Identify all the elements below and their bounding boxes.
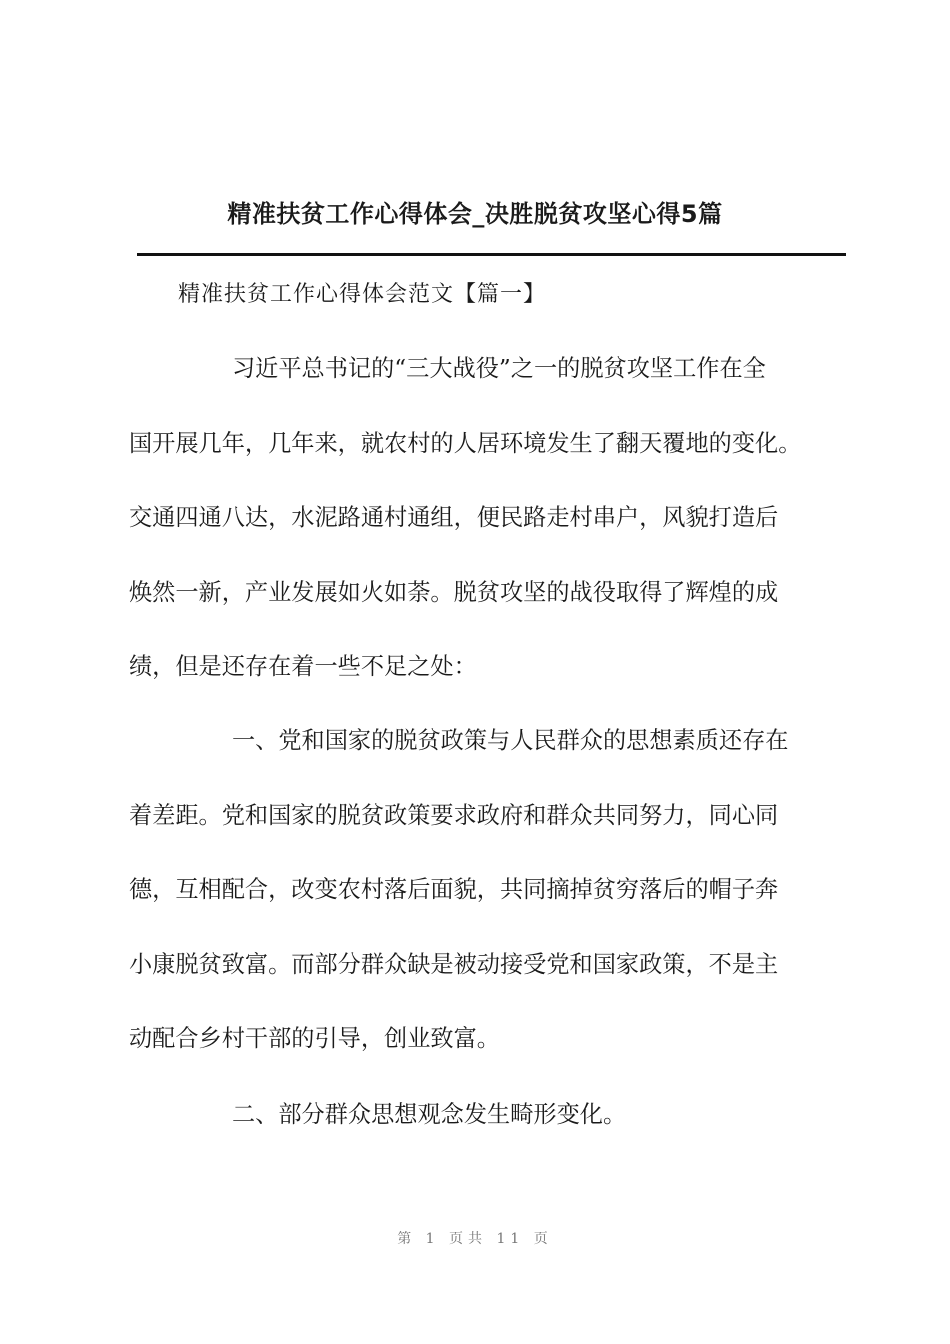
- paragraph-line: 交通四通八达，水泥路通村通组，便民路走村串户，风貌打造后: [129, 504, 779, 531]
- paragraph-line: 国开展几年，几年来，就农村的人居环境发生了翻天覆地的变化。: [129, 429, 802, 457]
- paragraph-3: [129, 1078, 849, 1153]
- paragraph-line: 焕然一新，产业发展如火如荼。脱贫攻坚的战役取得了辉煌的成: [129, 578, 779, 606]
- document-title: 精准扶贫工作心得体会_决胜脱贫攻坚心得5篇: [227, 200, 723, 228]
- paragraph-1: [129, 332, 849, 705]
- paragraph-line: 二、部分群众思想观念发生畸形变化。: [232, 1101, 627, 1128]
- paragraph-line: 习近平总书记的“三大战役”之一的脱贫攻坚工作在全: [232, 355, 766, 382]
- paragraph-line: 德，互相配合，改变农村落后面貌，共同摘掉贫穷落后的帽子奔: [129, 876, 779, 903]
- paragraph-line: 着差距。党和国家的脱贫政策要求政府和群众共同努力，同心同: [129, 801, 779, 829]
- section-heading: 精准扶贫工作心得体会范文【篇一】: [178, 282, 547, 307]
- paragraph-line: 一、党和国家的脱贫政策与人民群众的思想素质还存在: [232, 727, 789, 754]
- paragraph-line: 绩，但是还存在着一些不足之处：: [129, 653, 477, 680]
- paragraph-line: 小康脱贫致富。而部分群众缺是被动接受党和国家政策，不是主: [129, 950, 779, 978]
- paragraph-2: [129, 704, 849, 1077]
- page-number-footer: 第 1 页共 11 页: [397, 1231, 553, 1247]
- title-divider: [137, 253, 846, 256]
- paragraph-line: 动配合乡村干部的引导，创业致富。: [129, 1025, 500, 1052]
